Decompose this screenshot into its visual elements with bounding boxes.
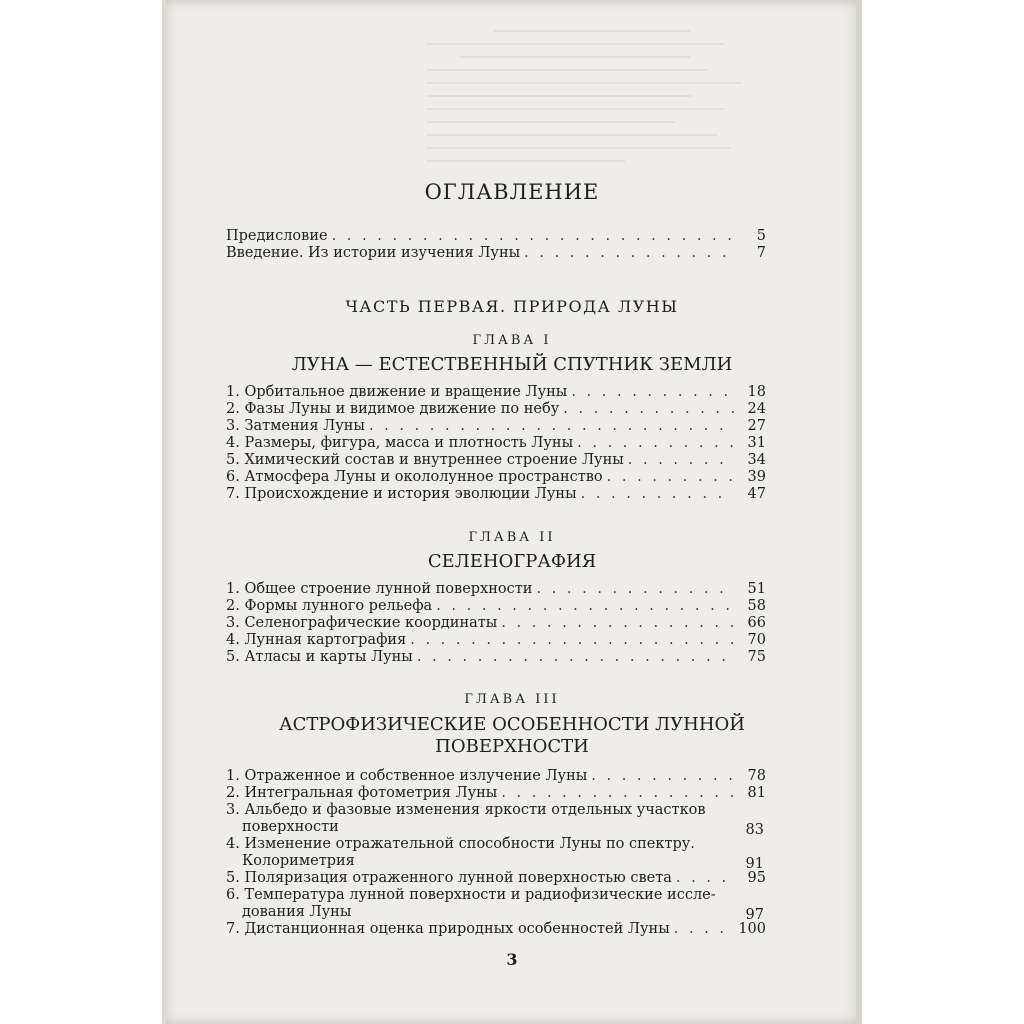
chapter-title: ЛУНА — ЕСТЕСТВЕННЫЙ СПУТНИК ЗЕМЛИ xyxy=(291,354,733,375)
toc-entry[interactable] xyxy=(226,870,766,887)
toc-entry[interactable] xyxy=(226,435,766,452)
leader-dots xyxy=(365,418,734,435)
toc-entry-page: 27 xyxy=(747,418,766,434)
toc-entry-label xyxy=(226,802,732,836)
toc-entry-label: 2. Интегральная фотометрия Луны xyxy=(226,785,498,801)
toc-entry-page: 58 xyxy=(747,598,766,614)
chapter-title-line: АСТРОФИЗИЧЕСКИЕ ОСОБЕННОСТИ ЛУННОЙ xyxy=(278,714,746,735)
toc-entry[interactable] xyxy=(226,785,766,802)
leader-dots xyxy=(406,632,734,649)
toc-entry-label: 2. Фазы Луны и видимое движение по небу xyxy=(226,401,560,417)
toc-entry[interactable] xyxy=(226,452,766,469)
toc-entry-page: 31 xyxy=(747,435,766,451)
toc-entry-page: 81 xyxy=(747,785,766,801)
toc-entry[interactable] xyxy=(226,615,766,632)
toc-entry-label: 5. Химический состав и внутреннее строение Луны xyxy=(226,452,624,468)
leader-dots xyxy=(603,469,734,486)
page-number: 3 xyxy=(506,950,518,969)
toc-entry[interactable] xyxy=(226,401,766,418)
toc-entry-label-line: 4. Изменение отражательной способности Луны по спектру. xyxy=(226,836,695,852)
toc-entry-label-cont: Колориметрия xyxy=(242,853,355,869)
chapter-title: СЕЛЕНОГРАФИЯ xyxy=(427,551,597,572)
leader-dots xyxy=(432,598,734,615)
toc-entry-label-cont: поверхности xyxy=(242,819,339,835)
leader-dots xyxy=(577,486,734,503)
leader-dots xyxy=(497,785,734,802)
chapter-1-entries xyxy=(226,384,766,503)
book-page xyxy=(162,0,862,1024)
leader-dots xyxy=(520,245,734,262)
toc-entry[interactable] xyxy=(226,245,766,262)
toc-entry-page: 7 xyxy=(756,245,766,261)
toc-entry[interactable] xyxy=(226,887,766,921)
toc-entry-label: Предисловие xyxy=(226,228,328,244)
toc-entry-label: 5. Поляризация отраженного лунной поверхностью света xyxy=(226,870,672,886)
toc-entry-page: 51 xyxy=(747,581,766,597)
chapter-3-entries xyxy=(226,768,766,938)
leader-dots xyxy=(497,615,734,632)
toc-entry-label: 1. Общее строение лунной поверхности xyxy=(226,581,533,597)
toc-entry-page: 70 xyxy=(747,632,766,648)
toc-entry[interactable] xyxy=(226,836,766,870)
toc-entry-page: 34 xyxy=(747,452,766,468)
toc-entry-label: Введение. Из истории изучения Луны xyxy=(226,245,521,261)
toc-title: ОГЛАВЛЕНИЕ xyxy=(424,180,600,204)
toc-entry-page: 75 xyxy=(747,649,766,665)
toc-entry-page: 47 xyxy=(747,486,766,502)
leader-dots xyxy=(670,921,734,938)
toc-entry[interactable] xyxy=(226,598,766,615)
chapter-number: ГЛАВА III xyxy=(464,692,560,707)
toc-entry-page: 18 xyxy=(747,384,766,400)
leader-dots xyxy=(413,649,734,666)
toc-entry-label-cont: дования Луны xyxy=(242,904,352,920)
toc-entry-page: 91 xyxy=(745,856,764,872)
toc-entry-page: 66 xyxy=(747,615,766,631)
toc-entry[interactable] xyxy=(226,469,766,486)
toc-entry-label: 3. Затмения Луны xyxy=(226,418,365,434)
toc-entry[interactable] xyxy=(226,418,766,435)
page-edge-left xyxy=(162,0,166,1024)
page-edge-right xyxy=(856,0,862,1024)
front-matter-list xyxy=(226,228,766,262)
toc-entry[interactable] xyxy=(226,228,766,245)
toc-entry[interactable] xyxy=(226,921,766,938)
chapter-number: ГЛАВА II xyxy=(468,530,556,545)
toc-entry[interactable] xyxy=(226,632,766,649)
toc-entry-page: 95 xyxy=(747,870,766,886)
leader-dots xyxy=(567,384,734,401)
chapter-title xyxy=(162,714,862,758)
toc-entry-label: 1. Отраженное и собственное излучение Луны xyxy=(226,768,588,784)
toc-entry-label-line: 6. Температура лунной поверхности и радиофизические иссле- xyxy=(226,887,716,903)
toc-entry-label-line: 3. Альбедо и фазовые изменения яркости отдельных участков xyxy=(226,802,706,818)
part-heading: ЧАСТЬ ПЕРВАЯ. ПРИРОДА ЛУНЫ xyxy=(345,297,679,316)
toc-entry[interactable] xyxy=(226,649,766,666)
toc-entry-label: 3. Селенографические координаты xyxy=(226,615,498,631)
toc-entry[interactable] xyxy=(226,486,766,503)
toc-entry-page: 39 xyxy=(747,469,766,485)
toc-entry-page: 5 xyxy=(756,228,766,244)
toc-entry-page: 97 xyxy=(745,907,764,923)
leader-dots xyxy=(532,581,734,598)
toc-entry-label: 4. Размеры, фигура, масса и плотность Луны xyxy=(226,435,574,451)
toc-entry-label xyxy=(226,887,732,921)
toc-entry-label: 6. Атмосфера Луны и окололунное пространство xyxy=(226,469,603,485)
toc-entry-label: 7. Дистанционная оценка природных особенностей Луны xyxy=(226,921,670,937)
toc-entry[interactable] xyxy=(226,802,766,836)
leader-dots xyxy=(624,452,734,469)
toc-entry[interactable] xyxy=(226,581,766,598)
leader-dots xyxy=(559,401,734,418)
chapter-title-line: ПОВЕРХНОСТИ xyxy=(435,736,589,757)
toc-entry-label: 7. Происхождение и история эволюции Луны xyxy=(226,486,577,502)
toc-entry[interactable] xyxy=(226,768,766,785)
toc-entry-page: 78 xyxy=(747,768,766,784)
toc-entry-page: 100 xyxy=(738,921,766,937)
toc-entry-label xyxy=(226,836,732,870)
leader-dots xyxy=(328,228,734,245)
chapter-number: ГЛАВА I xyxy=(472,333,552,348)
toc-entry-label: 5. Атласы и карты Луны xyxy=(226,649,413,665)
toc-entry-label: 2. Формы лунного рельефа xyxy=(226,598,433,614)
chapter-2-entries xyxy=(226,581,766,666)
toc-entry[interactable] xyxy=(226,384,766,401)
leader-dots xyxy=(573,435,734,452)
leader-dots xyxy=(587,768,734,785)
toc-entry-page: 83 xyxy=(745,822,764,838)
toc-entry-label: 4. Лунная картография xyxy=(226,632,407,648)
toc-entry-page: 24 xyxy=(747,401,766,417)
toc-entry-label: 1. Орбитальное движение и вращение Луны xyxy=(226,384,568,400)
leader-dots xyxy=(672,870,734,887)
show-through-bleed xyxy=(427,30,757,190)
